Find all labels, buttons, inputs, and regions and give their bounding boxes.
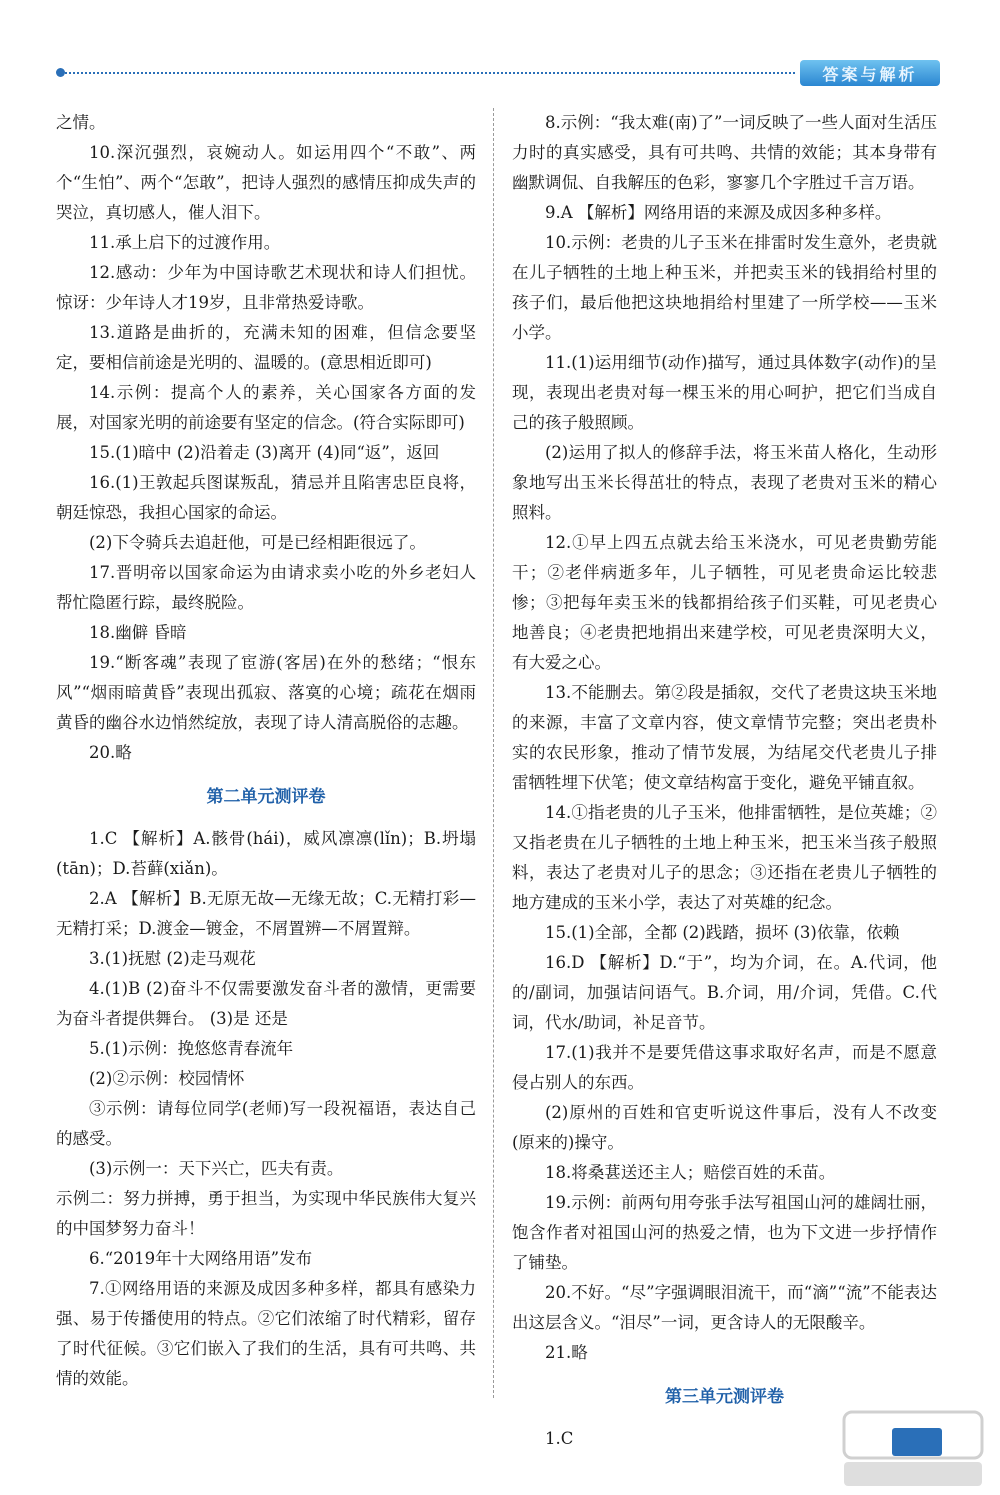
section-title: 第三单元测评卷 bbox=[665, 1387, 784, 1407]
answer-paragraph: 6.“2019年十大网络用语”发布 bbox=[89, 1249, 313, 1268]
answer-paragraph: 13.道路是曲折的，充满未知的困难，但信念要坚定，要相信前途是光明的、温暖的。(意思相近即可) bbox=[56, 323, 476, 372]
answer-paragraph: 16.(1)王敦起兵图谋叛乱，猜忌并且陷害忠臣良将，朝廷惊恐，我担心国家的命运。 bbox=[56, 473, 476, 522]
answer-paragraph: 10.示例：老贵的儿子玉米在排雷时发生意外，老贵就在儿子牺牲的土地上种玉米，并把卖玉米的钱捐给村里的孩子们，最后他把这块地捐给村里建了一所学校——玉米小学。 bbox=[512, 233, 937, 342]
answer-paragraph: 15.(1)暗中 (2)沿着走 (3)离开 (4)同“返”，返回 bbox=[89, 443, 440, 462]
answer-paragraph: 7.①网络用语的来源及成因多种多样，都具有感染力强、易于传播使用的特点。②它们浓缩了时代精彩，留存了时代征候。③它们嵌入了我们的生活，具有可共鸣、共情的效能。 bbox=[56, 1279, 476, 1388]
answer-paragraph: 19.示例：前两句用夸张手法写祖国山河的雄阔壮丽，饱含作者对祖国山河的热爱之情，也为下文进一步抒情作了铺垫。 bbox=[512, 1193, 937, 1272]
answer-paragraph: 8.示例：“我太难(南)了”一词反映了一些人面对生活压力时的真实感受，具有可共鸣、共情的效能；其本身带有幽默调侃、自我解压的色彩，寥寥几个字胜过千言万语。 bbox=[512, 113, 937, 192]
answer-paragraph: 20.略 bbox=[89, 743, 132, 762]
column-divider bbox=[493, 108, 494, 1398]
answer-paragraph: 1.C bbox=[545, 1429, 574, 1448]
answer-paragraph: 18.将桑葚送还主人；赔偿百姓的禾苗。 bbox=[545, 1163, 836, 1182]
answer-paragraph: 14.示例：提高个人的素养，关心国家各方面的发展，对国家光明的前途要有坚定的信念。(符合实际即可) bbox=[56, 383, 476, 432]
answer-paragraph: 17.晋明帝以国家命运为由请求卖小吃的外乡老妇人帮忙隐匿行踪，最终脱险。 bbox=[56, 563, 476, 612]
answer-paragraph: (2)②示例：校园情怀 bbox=[89, 1069, 245, 1088]
answer-paragraph: (3)示例一：天下兴亡，匹夫有责。 bbox=[89, 1159, 344, 1178]
answer-paragraph: 之情。 bbox=[56, 113, 106, 132]
answer-paragraph: 10.深沉强烈，哀婉动人。如运用四个“不敢”、两个“生怕”、两个“怎敢”，把诗人强烈的感情压抑成失声的哭泣，真切感人，催人泪下。 bbox=[56, 143, 476, 222]
answer-paragraph: 12.①早上四五点就去给玉米浇水，可见老贵勤劳能干；②老伴病逝多年，儿子牺牲，可见老贵命运比较悲惨；③把每年卖玉米的钱都捐给孩子们买鞋，可见老贵心地善良；④老贵把地捐出来建学校，可见老贵深明大义，有大爱之心。 bbox=[512, 533, 937, 672]
answer-paragraph: ③示例：请每位同学(老师)写一段祝福语，表达自己的感受。 bbox=[56, 1099, 476, 1148]
answer-paragraph: 17.(1)我并不是要凭借这事求取好名声，而是不愿意侵占别人的东西。 bbox=[512, 1043, 937, 1092]
answer-paragraph: 14.①指老贵的儿子玉米，他排雷牺牲，是位英雄；②又指老贵在儿子牺牲的土地上种玉米，把玉米当孩子般照料，表达了老贵对儿子的思念；③还指在老贵儿子牺牲的地方建成的玉米小学，表达了对英雄的纪念。 bbox=[512, 803, 937, 912]
answer-paragraph: 11.承上启下的过渡作用。 bbox=[89, 233, 281, 252]
answer-paragraph: 4.(1)B (2)奋斗不仅需要激发奋斗者的激情，更需要为奋斗者提供舞台。 (3)是 还是 bbox=[56, 979, 476, 1028]
answer-paragraph: 12.感动：少年为中国诗歌艺术现状和诗人们担忧。惊讶：少年诗人才19岁，且非常热爱诗歌。 bbox=[56, 263, 476, 312]
answer-paragraph: 11.(1)运用细节(动作)描写，通过具体数字(动作)的呈现，表现出老贵对每一棵玉米的用心呵护，把它们当成自己的孩子般照顾。 bbox=[512, 353, 937, 432]
answer-paragraph: 19.“断客魂”表现了宦游(客居)在外的愁绪；“恨东风”“烟雨暗黄昏”表现出孤寂、落寞的心境；疏花在烟雨黄昏的幽谷水边悄然绽放，表现了诗人清高脱俗的志趣。 bbox=[56, 653, 476, 732]
watermark-logo bbox=[838, 1404, 988, 1492]
answer-paragraph: 21.略 bbox=[545, 1343, 588, 1362]
answer-paragraph: (2)运用了拟人的修辞手法，将玉米苗人格化，生动形象地写出玉米长得茁壮的特点，表现了老贵对玉米的精心照料。 bbox=[512, 443, 937, 522]
answer-paragraph: (2)下令骑兵去追赶他，可是已经相距很远了。 bbox=[89, 533, 426, 552]
header-dotted-rule bbox=[60, 72, 795, 74]
section-title: 第二单元测评卷 bbox=[206, 787, 326, 807]
answer-paragraph: 13.不能删去。第②段是插叙，交代了老贵这块玉米地的来源，丰富了文章内容，使文章情节完整；突出老贵朴实的农民形象，推动了情节发展，为结尾交代老贵儿子排雷牺牲埋下伏笔；使文章结构富于变化，避免平铺直叙。 bbox=[512, 683, 937, 792]
answer-paragraph: 20.不好。“尽”字强调眼泪流干，而“滴”“流”不能表达出这层含义。“泪尽”一词，更含诗人的无限酸辛。 bbox=[512, 1283, 937, 1332]
answer-paragraph: 1.C 【解析】A.骸骨(hái)，威风凛凛(lǐn)；B.坍塌(tān)；D.苔藓(xiǎn)。 bbox=[56, 829, 476, 878]
answer-paragraph: 18.幽僻 昏暗 bbox=[89, 623, 187, 642]
answer-paragraph: 2.A 【解析】B.无原无故—无缘无故；C.无精打彩—无精打采；D.渡金—镀金，不屑置辨—不屑置辩。 bbox=[56, 889, 476, 938]
left-column bbox=[56, 108, 476, 1394]
answer-paragraph: 5.(1)示例：挽悠悠青春流年 bbox=[89, 1039, 294, 1058]
answer-paragraph: 15.(1)全部，全都 (2)践踏，损坏 (3)依靠，依赖 bbox=[545, 923, 900, 942]
answer-paragraph: 3.(1)抚慰 (2)走马观花 bbox=[89, 949, 256, 968]
header-badge: 答案与解析 bbox=[800, 60, 940, 86]
answer-paragraph: 9.A 【解析】网络用语的来源及成因多种多样。 bbox=[545, 203, 892, 222]
answer-paragraph: 16.D 【解析】D.“于”，均为介词，在。A.代词，他的/副词，加强诘问语气。B.介词，用/介词，凭借。C.代词，代水/助词，补足音节。 bbox=[512, 953, 937, 1032]
answer-paragraph: 示例二：努力拼搏，勇于担当，为实现中华民族伟大复兴的中国梦努力奋斗！ bbox=[56, 1189, 476, 1238]
right-column bbox=[512, 108, 937, 1454]
answer-paragraph: (2)原州的百姓和官吏听说这件事后，没有人不改变(原来的)操守。 bbox=[512, 1103, 937, 1152]
